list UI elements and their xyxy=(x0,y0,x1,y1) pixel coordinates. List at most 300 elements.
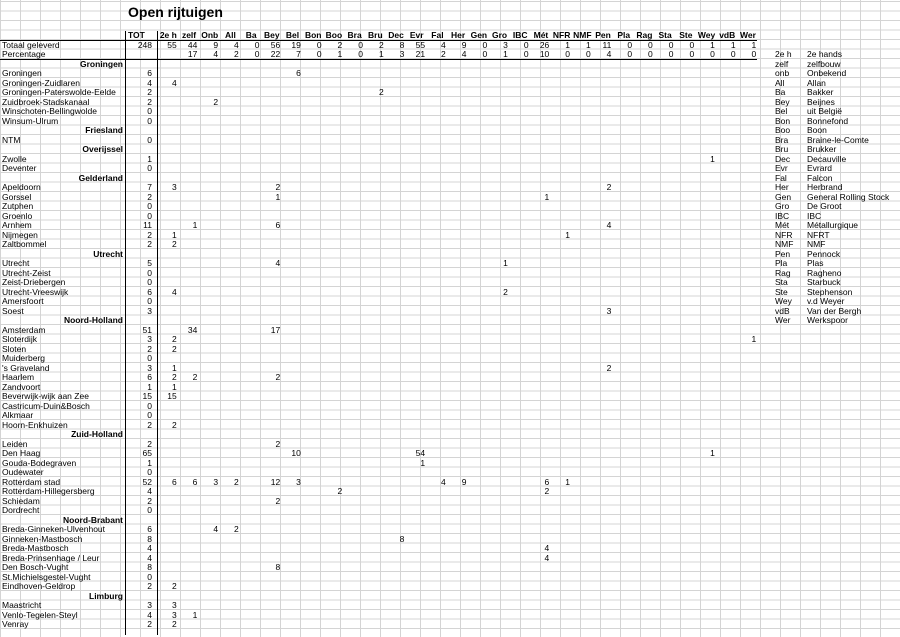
station-value-her[interactable]: 9 xyxy=(461,476,467,487)
legend-abbreviation[interactable]: Boo xyxy=(775,125,791,135)
station-name[interactable]: Sloterdijk xyxy=(2,334,37,344)
legend-abbreviation[interactable]: Mét xyxy=(775,220,790,230)
legend-description[interactable]: Boon xyxy=(807,125,827,135)
station-tot[interactable]: 2 xyxy=(147,87,152,97)
station-value-bey[interactable]: 1 xyxy=(275,191,281,202)
column-header-vdb[interactable]: vdB xyxy=(719,30,736,40)
column-header-tot[interactable]: TOT xyxy=(128,30,145,40)
legend-description[interactable]: Brukker xyxy=(807,144,837,154)
station-name[interactable]: Utrecht-Vreeswijk xyxy=(2,286,69,297)
summary-value-dec[interactable]: 8 xyxy=(399,39,405,50)
summary-label-percentage[interactable]: Percentage xyxy=(2,49,46,59)
summary-value-fal[interactable]: 4 xyxy=(441,39,446,50)
station-value-boo[interactable]: 2 xyxy=(337,486,343,496)
station-name[interactable]: Deventer xyxy=(2,163,37,173)
station-value-2e-h[interactable]: 3 xyxy=(171,182,177,192)
legend-description[interactable]: NFRT xyxy=(807,229,830,240)
station-tot[interactable]: 0 xyxy=(147,400,152,411)
legend-abbreviation[interactable]: Wey xyxy=(775,296,792,306)
station-value-2e-h[interactable]: 3 xyxy=(171,609,177,620)
station-tot[interactable]: 0 xyxy=(147,571,152,582)
station-name[interactable]: Zwolle xyxy=(2,153,27,164)
column-header-pen[interactable]: Pen xyxy=(595,30,611,40)
legend-description[interactable]: De Groot xyxy=(807,201,842,211)
station-tot[interactable]: 0 xyxy=(147,277,152,287)
station-value-wey[interactable]: 1 xyxy=(710,448,715,458)
station-tot[interactable]: 1 xyxy=(147,381,152,392)
station-name[interactable]: Zutphen xyxy=(2,201,34,211)
station-name[interactable]: Zandvoort xyxy=(2,381,41,392)
station-value-bey[interactable]: 2 xyxy=(275,438,281,449)
summary-value-bel[interactable]: 19 xyxy=(291,39,301,50)
summary-value-zelf[interactable]: 17 xyxy=(187,49,198,59)
column-header-gro[interactable]: Gro xyxy=(491,30,508,40)
column-header-bey[interactable]: Bey xyxy=(264,30,280,40)
station-value-onb[interactable]: 3 xyxy=(213,476,219,487)
station-tot[interactable]: 0 xyxy=(147,505,152,515)
station-name[interactable]: Oudewater xyxy=(2,467,44,477)
legend-description[interactable]: Van der Bergh xyxy=(807,305,862,316)
station-tot[interactable]: 2 xyxy=(147,343,152,354)
column-header-ba[interactable]: Ba xyxy=(245,30,257,40)
station-name[interactable]: St.Michielsgestel-Vught xyxy=(2,571,91,582)
legend-abbreviation[interactable]: Sta xyxy=(775,277,788,287)
station-name[interactable]: Breda-Mastbosch xyxy=(2,543,69,553)
station-name[interactable]: Venlo-Tegelen-Steyl xyxy=(2,609,78,620)
legend-description[interactable]: v.d Weyer xyxy=(807,296,845,306)
station-value-onb[interactable]: 4 xyxy=(213,524,219,534)
station-name[interactable]: Zeist-Driebergen xyxy=(2,277,66,287)
legend-abbreviation[interactable]: Wer xyxy=(775,315,791,325)
legend-abbreviation[interactable]: Bon xyxy=(775,115,791,126)
station-value-bey[interactable]: 17 xyxy=(270,324,281,335)
summary-value-all[interactable]: 2 xyxy=(234,49,239,59)
column-header-bel[interactable]: Bel xyxy=(285,30,300,40)
station-tot[interactable]: 2 xyxy=(147,96,152,107)
station-tot[interactable]: 4 xyxy=(147,609,152,620)
summary-value-bey[interactable]: 22 xyxy=(270,49,281,59)
station-tot[interactable]: 0 xyxy=(147,267,152,278)
station-name[interactable]: Dordrecht xyxy=(2,505,40,515)
station-name[interactable]: Schiedam xyxy=(2,495,40,506)
station-name[interactable]: Groenlo xyxy=(2,210,33,221)
station-value-2e-h[interactable]: 2 xyxy=(171,239,177,249)
station-tot[interactable]: 0 xyxy=(147,296,152,306)
legend-abbreviation[interactable]: IBC xyxy=(775,210,790,221)
summary-value-ste[interactable]: 0 xyxy=(689,49,695,59)
station-tot[interactable]: 52 xyxy=(142,476,152,487)
legend-abbreviation[interactable]: Gen xyxy=(775,191,792,202)
station-tot[interactable]: 6 xyxy=(147,524,152,534)
legend-abbreviation[interactable]: Fal xyxy=(775,172,787,183)
legend-description[interactable]: Plas xyxy=(807,258,824,268)
station-name[interactable]: Den Bosch-Vught xyxy=(2,562,69,572)
summary-value-bon[interactable]: 0 xyxy=(316,49,322,59)
legend-description[interactable]: NMF xyxy=(807,239,826,249)
legend-abbreviation[interactable]: Evr xyxy=(775,163,788,173)
station-tot[interactable]: 0 xyxy=(147,134,152,145)
legend-description[interactable]: 2e hands xyxy=(807,49,842,59)
column-header-evr[interactable]: Evr xyxy=(409,30,424,40)
station-name[interactable]: Amersfoort xyxy=(2,296,44,306)
legend-description[interactable]: IBC xyxy=(807,210,822,221)
summary-value-gen[interactable]: 0 xyxy=(482,49,488,59)
station-value-wey[interactable]: 1 xyxy=(710,153,715,164)
province-header-noord-brabant[interactable]: Noord-Brabant xyxy=(63,514,123,525)
column-header-fal[interactable]: Fal xyxy=(431,30,444,40)
station-name[interactable]: Den Haag xyxy=(2,448,41,458)
station-tot[interactable]: 2 xyxy=(147,239,152,249)
station-value-m-t[interactable]: 4 xyxy=(544,543,550,553)
legend-description[interactable]: Bonnefond xyxy=(807,115,849,126)
summary-value-her[interactable]: 9 xyxy=(461,39,467,50)
summary-value-pen[interactable]: 11 xyxy=(602,39,612,50)
province-header-utrecht[interactable]: Utrecht xyxy=(93,248,123,259)
legend-abbreviation[interactable]: Ste xyxy=(775,286,788,297)
legend-abbreviation[interactable]: vdB xyxy=(775,305,790,316)
station-tot[interactable]: 2 xyxy=(147,438,152,449)
station-value-bey[interactable]: 6 xyxy=(275,220,281,230)
province-header-limburg[interactable]: Limburg xyxy=(89,590,123,601)
station-value-bey[interactable]: 2 xyxy=(275,495,281,506)
legend-abbreviation[interactable]: Pla xyxy=(775,258,788,268)
station-value-2e-h[interactable]: 4 xyxy=(171,77,177,88)
station-tot[interactable]: 2 xyxy=(147,495,152,506)
station-value-wer[interactable]: 1 xyxy=(751,334,757,344)
summary-value-nfr[interactable]: 1 xyxy=(565,39,570,50)
station-value-zelf[interactable]: 2 xyxy=(192,372,198,382)
station-tot[interactable]: 2 xyxy=(147,581,152,591)
summary-value-gro[interactable]: 1 xyxy=(503,49,508,59)
station-value-bey[interactable]: 12 xyxy=(270,476,281,487)
station-name[interactable]: Winschoten-Bellingwolde xyxy=(2,106,97,116)
station-tot[interactable]: 1 xyxy=(147,153,152,164)
station-name[interactable]: 's Graveland xyxy=(2,362,50,373)
station-value-2e-h[interactable]: 1 xyxy=(171,381,177,392)
station-name[interactable]: Utrecht-Zeist xyxy=(2,267,51,278)
station-name[interactable]: Zuidbroek-Stadskanaal xyxy=(2,96,90,107)
station-tot[interactable]: 4 xyxy=(147,486,152,496)
legend-abbreviation[interactable]: onb xyxy=(775,68,790,78)
station-tot[interactable]: 6 xyxy=(147,68,152,78)
legend-abbreviation[interactable]: Rag xyxy=(775,267,791,278)
summary-value-wer[interactable]: 1 xyxy=(751,39,757,50)
station-tot[interactable]: 65 xyxy=(142,448,152,458)
station-value-dec[interactable]: 8 xyxy=(399,533,405,544)
summary-value-her[interactable]: 4 xyxy=(461,49,467,59)
legend-description[interactable]: General Rolling Stock xyxy=(807,191,890,202)
station-name[interactable]: Breda-Ginneken-Ulvenhout xyxy=(2,524,106,534)
station-tot[interactable]: 8 xyxy=(147,533,152,544)
station-tot[interactable]: 2 xyxy=(147,229,152,240)
legend-description[interactable]: Decauville xyxy=(807,153,847,164)
summary-value-boo[interactable]: 1 xyxy=(337,49,343,59)
column-header-m-t[interactable]: Mét xyxy=(533,30,549,40)
province-header-zuid-holland[interactable]: Zuid-Holland xyxy=(71,429,123,439)
column-header-nfr[interactable]: NFR xyxy=(552,30,571,40)
station-value-zelf[interactable]: 1 xyxy=(192,609,198,620)
station-tot[interactable]: 0 xyxy=(147,115,152,126)
summary-value-sta[interactable]: 0 xyxy=(668,49,674,59)
column-header-ibc[interactable]: IBC xyxy=(512,30,528,40)
legend-abbreviation[interactable]: Bey xyxy=(775,96,790,107)
summary-value-all[interactable]: 4 xyxy=(234,39,239,50)
legend-abbreviation[interactable]: Bra xyxy=(775,134,789,145)
summary-value-vdb[interactable]: 0 xyxy=(730,49,736,59)
summary-value-boo[interactable]: 2 xyxy=(337,39,343,50)
station-value-onb[interactable]: 2 xyxy=(213,96,219,107)
summary-value-bey[interactable]: 56 xyxy=(270,39,281,50)
column-header-pla[interactable]: Pla xyxy=(617,30,631,40)
station-value-bey[interactable]: 2 xyxy=(275,182,281,192)
station-name[interactable]: Apeldoorn xyxy=(2,182,41,192)
station-name[interactable]: Winsum-Ulrum xyxy=(2,115,59,126)
column-header-bon[interactable]: Bon xyxy=(304,30,322,40)
summary-value-rag[interactable]: 0 xyxy=(648,39,653,50)
station-value-m-t[interactable]: 6 xyxy=(544,476,550,487)
legend-description[interactable]: Starbuck xyxy=(807,277,841,287)
station-name[interactable]: Amsterdam xyxy=(2,324,46,335)
summary-tot[interactable] xyxy=(126,50,152,60)
legend-abbreviation[interactable]: Pen xyxy=(775,248,791,259)
station-name[interactable]: Sloten xyxy=(2,343,27,354)
province-header-noord-holland[interactable]: Noord-Holland xyxy=(63,315,123,325)
station-tot[interactable]: 0 xyxy=(147,210,152,221)
legend-abbreviation[interactable]: Her xyxy=(775,182,789,192)
station-value-2e-h[interactable]: 2 xyxy=(171,334,177,344)
station-value-2e-h[interactable]: 2 xyxy=(171,419,177,430)
province-header-gelderland[interactable]: Gelderland xyxy=(78,172,123,183)
station-value-bey[interactable]: 2 xyxy=(275,372,281,382)
summary-value-ba[interactable]: 0 xyxy=(254,49,260,59)
column-header-onb[interactable]: Onb xyxy=(201,30,219,40)
summary-value-wey[interactable]: 0 xyxy=(710,49,715,59)
column-header-boo[interactable]: Boo xyxy=(325,30,343,40)
station-name[interactable]: Rotterdam-Hillegersberg xyxy=(2,486,95,496)
station-value-zelf[interactable]: 1 xyxy=(192,220,198,230)
station-value-zelf[interactable]: 34 xyxy=(187,324,198,335)
station-name[interactable]: Ginneken-Mastbosch xyxy=(2,533,83,544)
station-name[interactable]: Arnhem xyxy=(2,220,32,230)
station-name[interactable]: Groningen-Paterswolde-Eelde xyxy=(2,87,116,97)
station-name[interactable]: Soest xyxy=(2,305,24,316)
station-tot[interactable]: 1 xyxy=(147,457,152,468)
station-name[interactable]: Gouda-Bodegraven xyxy=(2,457,77,468)
column-header-wey[interactable]: Wey xyxy=(697,30,716,40)
column-header-rag[interactable]: Rag xyxy=(636,30,653,40)
station-tot[interactable]: 3 xyxy=(147,334,152,344)
column-header-gen[interactable]: Gen xyxy=(470,30,488,40)
column-header-zelf[interactable]: zelf xyxy=(181,30,197,40)
summary-value-evr[interactable]: 21 xyxy=(415,49,426,59)
station-name[interactable]: NTM xyxy=(2,134,21,145)
station-value-all[interactable]: 2 xyxy=(234,524,239,534)
station-value-m-t[interactable]: 2 xyxy=(544,486,550,496)
station-tot[interactable]: 2 xyxy=(147,619,152,629)
province-header-groningen[interactable]: Groningen xyxy=(80,58,123,69)
summary-value-m-t[interactable]: 10 xyxy=(539,49,550,59)
station-value-zelf[interactable]: 6 xyxy=(192,476,198,487)
station-name[interactable]: Groningen-Zuidlaren xyxy=(2,77,80,88)
station-value-bel[interactable]: 3 xyxy=(296,476,301,487)
summary-value-wer[interactable]: 0 xyxy=(751,49,757,59)
legend-abbreviation[interactable]: All xyxy=(775,77,785,88)
station-name[interactable]: Eindhoven-Geldrop xyxy=(2,581,76,591)
summary-value-sta[interactable]: 0 xyxy=(668,39,674,50)
summary-value-ibc[interactable]: 0 xyxy=(523,49,529,59)
legend-abbreviation[interactable]: Bel xyxy=(775,106,788,116)
station-value-2e-h[interactable]: 6 xyxy=(171,476,177,487)
station-value-2e-h[interactable]: 15 xyxy=(167,391,177,401)
station-tot[interactable]: 6 xyxy=(147,286,152,297)
summary-value-bel[interactable]: 7 xyxy=(296,49,301,59)
legend-description[interactable]: Onbekend xyxy=(807,68,847,78)
station-value-2e-h[interactable]: 2 xyxy=(171,581,177,591)
legend-abbreviation[interactable]: NMF xyxy=(775,239,794,249)
summary-value-bru[interactable]: 1 xyxy=(378,49,384,59)
column-header-sta[interactable]: Sta xyxy=(658,30,672,40)
legend-description[interactable]: uit België xyxy=(807,106,842,116)
station-value-nfr[interactable]: 1 xyxy=(565,229,570,240)
station-tot[interactable]: 4 xyxy=(147,552,152,563)
station-name[interactable]: Alkmaar xyxy=(2,410,34,420)
summary-value-ibc[interactable]: 0 xyxy=(523,39,529,50)
station-name[interactable]: Groningen xyxy=(2,68,42,78)
column-header-her[interactable]: Her xyxy=(451,30,466,40)
station-name[interactable]: Haarlem xyxy=(2,372,35,382)
legend-description[interactable]: Beijnes xyxy=(807,96,835,107)
legend-description[interactable]: Métallurgique xyxy=(807,220,859,230)
legend-abbreviation[interactable]: Ba xyxy=(775,87,786,97)
station-tot[interactable]: 3 xyxy=(147,600,152,610)
legend-abbreviation[interactable]: Dec xyxy=(775,153,791,164)
column-header-all[interactable]: All xyxy=(225,30,236,40)
summary-value-nfr[interactable]: 0 xyxy=(565,49,570,59)
summary-value-vdb[interactable]: 1 xyxy=(730,39,736,50)
station-name[interactable]: Venray xyxy=(2,619,29,629)
legend-abbreviation[interactable]: NFR xyxy=(775,229,793,240)
station-value-fal[interactable]: 4 xyxy=(441,476,446,487)
station-tot[interactable]: 5 xyxy=(147,258,152,268)
station-value-bel[interactable]: 6 xyxy=(296,68,301,78)
station-tot[interactable]: 8 xyxy=(147,562,152,572)
station-tot[interactable]: 0 xyxy=(147,467,152,477)
station-tot[interactable]: 0 xyxy=(147,163,152,173)
station-tot[interactable]: 2 xyxy=(147,419,152,430)
summary-value-nmf[interactable]: 0 xyxy=(585,49,591,59)
province-header-overijssel[interactable]: Overijssel xyxy=(82,144,123,154)
legend-abbreviation[interactable]: Bru xyxy=(775,144,789,154)
legend-abbreviation[interactable]: zelf xyxy=(775,58,789,69)
station-tot[interactable]: 51 xyxy=(142,324,152,335)
station-value-bey[interactable]: 4 xyxy=(275,258,281,268)
legend-description[interactable]: Werkspoor xyxy=(807,315,848,325)
summary-value-bon[interactable]: 0 xyxy=(316,39,322,50)
station-tot[interactable]: 11 xyxy=(143,220,152,230)
station-tot[interactable]: 7 xyxy=(147,182,152,192)
summary-value-zelf[interactable]: 44 xyxy=(187,39,198,50)
station-name[interactable]: Gorssel xyxy=(2,191,32,202)
station-name[interactable]: Zaltbommel xyxy=(2,239,47,249)
station-value-bey[interactable]: 8 xyxy=(275,562,281,572)
summary-value-bra[interactable]: 0 xyxy=(358,49,363,59)
station-name[interactable]: Maastricht xyxy=(2,600,42,610)
station-tot[interactable]: 2 xyxy=(147,191,152,202)
station-name[interactable]: Leiden xyxy=(2,438,28,449)
station-name[interactable]: Utrecht xyxy=(2,258,30,268)
legend-description[interactable]: Bakker xyxy=(807,87,834,97)
column-header-dec[interactable]: Dec xyxy=(388,30,404,40)
legend-description[interactable]: Braine-le-Comte xyxy=(807,134,869,145)
summary-value-fal[interactable]: 2 xyxy=(441,49,446,59)
legend-description[interactable]: Evrard xyxy=(807,163,833,173)
station-name[interactable]: Hoorn-Enkhuizen xyxy=(2,419,68,430)
station-tot[interactable]: 3 xyxy=(147,305,152,316)
station-tot[interactable]: 4 xyxy=(147,77,152,88)
legend-description[interactable]: Ragheno xyxy=(807,267,842,278)
legend-abbreviation[interactable]: Gro xyxy=(775,201,790,211)
legend-abbreviation[interactable]: 2e h xyxy=(775,49,792,59)
summary-value-2e-h[interactable]: 55 xyxy=(167,39,177,50)
station-value-2e-h[interactable]: 4 xyxy=(171,286,177,297)
summary-value-gro[interactable]: 3 xyxy=(503,39,508,50)
legend-description[interactable]: Allan xyxy=(807,77,826,88)
station-tot[interactable]: 6 xyxy=(147,372,152,382)
station-value-m-t[interactable]: 1 xyxy=(544,191,550,202)
station-tot[interactable]: 0 xyxy=(147,410,152,420)
station-value-nfr[interactable]: 1 xyxy=(565,476,570,487)
station-value-2e-h[interactable]: 2 xyxy=(171,372,177,382)
station-value-gro[interactable]: 2 xyxy=(503,286,508,297)
station-tot[interactable]: 0 xyxy=(147,106,152,116)
column-header-bru[interactable]: Bru xyxy=(368,30,383,40)
station-value-bru[interactable]: 2 xyxy=(378,87,384,97)
summary-value-pla[interactable]: 0 xyxy=(627,49,633,59)
station-value-pen[interactable]: 3 xyxy=(606,305,612,316)
legend-description[interactable]: Falcon xyxy=(807,172,833,183)
station-value-evr[interactable]: 1 xyxy=(420,457,426,468)
station-tot[interactable]: 0 xyxy=(147,353,152,363)
station-tot[interactable]: 4 xyxy=(147,543,152,553)
station-name[interactable]: Beverwijk-wijk aan Zee xyxy=(2,391,89,401)
summary-value-evr[interactable]: 55 xyxy=(415,39,426,50)
summary-value-m-t[interactable]: 26 xyxy=(539,39,550,50)
station-tot[interactable]: 3 xyxy=(147,362,152,373)
station-value-2e-h[interactable]: 3 xyxy=(171,600,177,610)
station-name[interactable]: Castricum-Duin&Bosch xyxy=(2,400,90,411)
summary-value-2e-h[interactable] xyxy=(158,50,177,60)
summary-value-nmf[interactable]: 1 xyxy=(585,39,591,50)
summary-value-pen[interactable]: 4 xyxy=(606,49,612,59)
summary-value-bra[interactable]: 0 xyxy=(358,39,363,50)
legend-description[interactable]: Stephenson xyxy=(807,286,853,297)
station-value-m-t[interactable]: 4 xyxy=(544,552,550,563)
legend-description[interactable]: Pennock xyxy=(807,248,841,259)
summary-value-pla[interactable]: 0 xyxy=(627,39,633,50)
station-name[interactable]: Muiderberg xyxy=(2,353,45,363)
summary-value-bru[interactable]: 2 xyxy=(378,39,384,50)
station-value-evr[interactable]: 54 xyxy=(415,448,426,458)
summary-value-rag[interactable]: 0 xyxy=(648,49,653,59)
station-value-gro[interactable]: 1 xyxy=(503,258,508,268)
summary-tot[interactable]: 248 xyxy=(137,39,152,50)
station-value-2e-h[interactable]: 2 xyxy=(171,619,177,629)
legend-description[interactable]: Herbrand xyxy=(807,182,843,192)
station-name[interactable]: Nijmegen xyxy=(2,229,38,240)
station-name[interactable]: Breda-Prinsenhage / Leur xyxy=(2,552,100,563)
summary-value-gen[interactable]: 0 xyxy=(482,39,488,50)
column-header-ste[interactable]: Ste xyxy=(679,30,693,40)
